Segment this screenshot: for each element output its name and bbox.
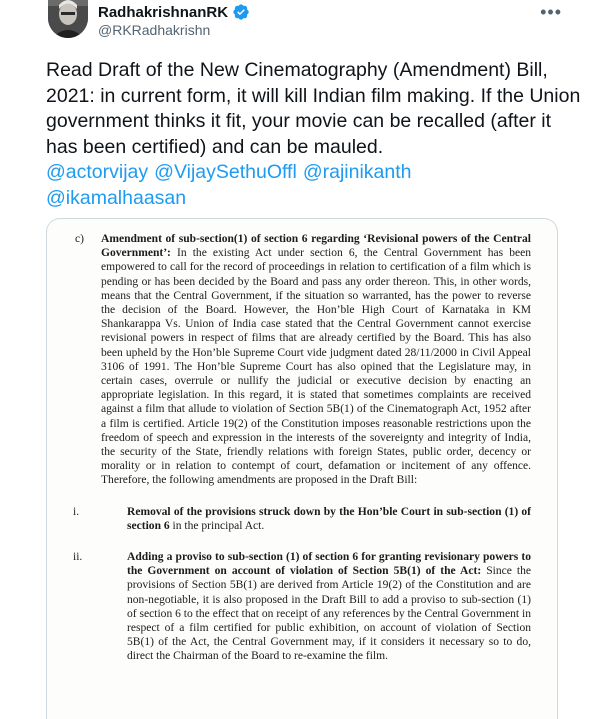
mention-link[interactable]: @VijaySethuOffl	[154, 161, 297, 183]
section-c-body: In the existing Act under section 6, the Central Government has been empowered to call for the record of proceedings in relation to certification of a film which is pending or has been decided by the Board and pass any order thereon. This, in other words, means that the Central Government, if the situation so warranted, has the power to reverse the decision of the Board. However, the Hon’ble High Court of Karnataka in KM Shankarappa Vs. Union of India case stated that the Central Government cannot exercise revisional powers in respect of films that are already certified by the Board. This has also been upheld by the Hon’ble Supreme Court vide judgment dated 28/11/2000 in Civil Appeal 3106 of 1991. The Hon’ble Supreme Court has also opined that the Legislature may, in certain cases, overrule or nullify the judicial or executive decision by enacting an appropriate legislation. In this regard, it is stated that sometimes complaints are received against a film that allude to violation of Section 5B(1) of the Cinematograph Act, 1952 after a film is certified. Article 19(2) of the Constitution imposes reasonable restrictions upon the freedom of speech and expression in the interests of the sovereignty and integrity of India, the security of the State, friendly relations with foreign States, public order, decency or morality or in relation to contempt of court, defamation or incitement of any offence. Therefore, the following amendments are proposed in the Draft Bill:	[101, 247, 531, 487]
author-handle[interactable]: @RKRadhakrishn	[98, 22, 211, 38]
author-name-row	[98, 2, 250, 22]
mention-link[interactable]: @rajinikanth	[302, 161, 412, 183]
mention-list	[46, 160, 586, 211]
more-options-icon[interactable]: •••	[540, 2, 562, 22]
item-numeral: ii.	[73, 551, 83, 564]
tweet-text	[46, 58, 586, 211]
mention-link[interactable]: @actorvijay	[46, 161, 149, 183]
amendment-item	[73, 505, 531, 533]
document-scan	[73, 232, 531, 664]
section-c-heading: Amendment of sub-section(1) of section 6 regarding ‘Revisional powers of the Central Government’:	[101, 233, 531, 260]
author-name[interactable]: RadhakrishnanRK	[98, 3, 229, 21]
verified-badge-icon	[232, 3, 250, 21]
item-numeral: i.	[73, 505, 80, 518]
section-marker: c)	[75, 233, 84, 245]
tweet-body: Read Draft of the New Cinematography (Amendment) Bill, 2021: in current form, it will kill Indian film making. If the Union government thinks it fit, your movie can be recalled (after it has been certified) and can be mauled.	[46, 59, 581, 158]
mention-link[interactable]: @ikamalhaasan	[46, 186, 187, 209]
avatar[interactable]	[48, 0, 88, 38]
section-c-paragraph	[101, 232, 531, 488]
item-body: in the principal Act.	[169, 519, 265, 532]
item-heading: Removal of the provisions struck down by the Hon’ble Court in sub-section (1) of section 6	[127, 505, 531, 532]
avatar-photo	[48, 0, 88, 38]
item-body: Since the provisions of Section 5B(1) are derived from Article 19(2) of the Constitution and are non-negotiable, it is also proposed in the Draft Bill to add a proviso to sub-section (1) of section 6 to the effect that on receipt of any references by the Central Government in respect of a film certified for public exhibition, on account of violation of Section 5B(1) of the Act, the Central Government may, if it considers it necessary so to do, direct the Chairman of the Board to re-examine the film.	[127, 565, 531, 663]
item-heading: Adding a proviso to sub-section (1) of section 6 for granting revisionary powers to the Government on account of violation of Section 5B(1) of the Act:	[127, 551, 531, 578]
tweet-media-image[interactable]	[46, 218, 558, 719]
amendment-item	[73, 550, 531, 664]
tweet-header	[48, 0, 600, 46]
